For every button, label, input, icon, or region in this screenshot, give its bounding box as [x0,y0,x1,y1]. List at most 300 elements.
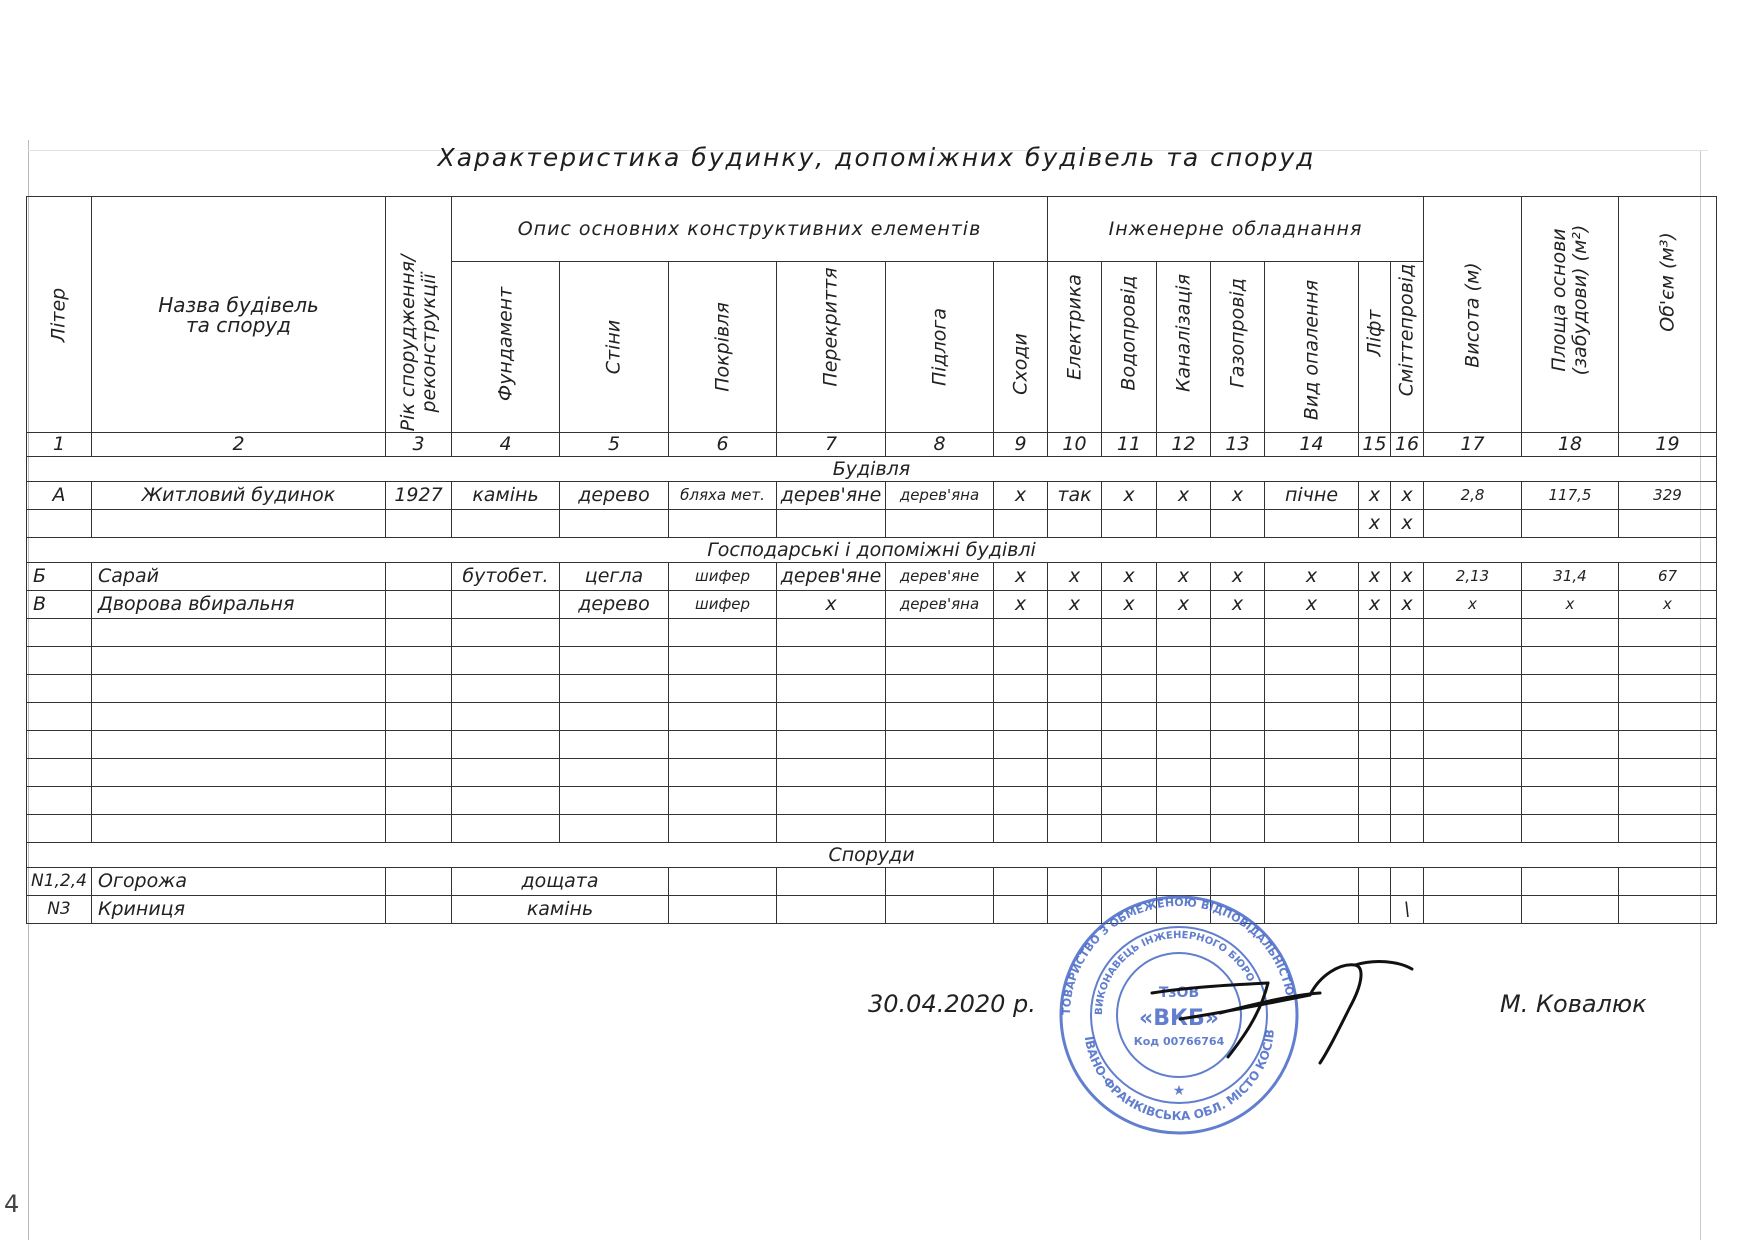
empty-cell [386,647,452,675]
structure-row [27,868,1717,896]
header-volume: Об'єм (м³) [1619,197,1717,433]
empty-cell [1619,868,1717,896]
column-number: 8 [886,433,994,457]
empty-cell [1391,759,1424,787]
empty-cell [1619,815,1717,843]
empty-cell [994,703,1048,731]
empty-cell [1619,647,1717,675]
empty-cell [1102,675,1157,703]
empty-cell [777,868,886,896]
empty-cell [1522,619,1619,647]
empty-cell [452,647,560,675]
empty-cell [1265,815,1359,843]
table-cell: х [1265,591,1359,619]
empty-cell [1522,703,1619,731]
column-number: 7 [777,433,886,457]
table-cell: х [1391,563,1424,591]
header-stairs: Сходи [994,262,1048,433]
empty-cell [452,619,560,647]
empty-cell [994,731,1048,759]
empty-cell [1522,759,1619,787]
stamp-inner-text: ВИКОНАВЕЦЬ ІНЖЕНЕРНОГО БЮРО [1093,929,1256,1016]
empty-cell [27,647,92,675]
empty-cell [669,868,777,896]
empty-cell [1265,675,1359,703]
empty-cell [27,787,92,815]
empty-cell [1359,868,1391,896]
empty-cell [92,731,386,759]
empty-cell [886,619,994,647]
empty-cell [560,787,669,815]
empty-cell [777,675,886,703]
table-cell: дерев'яне [886,563,994,591]
empty-cell [386,868,452,896]
empty-cell [1211,787,1265,815]
empty-cell [27,759,92,787]
empty-cell [1391,815,1424,843]
table-cell: дерево [560,482,669,510]
table-cell: 31,4 [1522,563,1619,591]
table-cell: х [1391,510,1424,538]
empty-cell [994,815,1048,843]
empty-cell [1048,675,1102,703]
empty-cell [777,703,886,731]
table-cell [1157,510,1211,538]
signer-name: М. Ковалюк [1500,990,1647,1018]
empty-cell [1619,675,1717,703]
table-cell: х [1522,591,1619,619]
table-cell: шифер [669,563,777,591]
empty-cell [994,787,1048,815]
table-cell [1424,510,1522,538]
empty-cell [886,647,994,675]
empty-cell [1265,868,1359,896]
structure-row [27,896,1717,924]
empty-cell [1048,619,1102,647]
table-cell: х [1102,482,1157,510]
empty-cell [994,896,1048,924]
stamp-center-top: ТзОВ [1158,985,1200,1001]
structure-rows [27,868,1717,924]
empty-cell [1102,759,1157,787]
edge-mark: 4 [4,1190,20,1218]
empty-cell [1157,675,1211,703]
empty-cell [560,703,669,731]
column-number: 19 [1619,433,1717,457]
empty-cell [1048,703,1102,731]
table-cell: 2,8 [1424,482,1522,510]
empty-cell [386,731,452,759]
characteristics-table [26,196,1717,924]
column-number: 3 [386,433,452,457]
table-cell: дерев'яне [777,563,886,591]
table-cell: х [1048,563,1102,591]
empty-cell [1048,815,1102,843]
table-cell: пічне [1265,482,1359,510]
structure-mark: \ [1391,896,1424,924]
empty-cell [1102,868,1157,896]
header-liter: Літер [27,197,92,433]
header-sewer: Каналізація [1157,262,1211,433]
column-number: 2 [92,433,386,457]
empty-cell [886,759,994,787]
empty-cell [1157,759,1211,787]
table-cell: х [1157,563,1211,591]
empty-cell [1211,703,1265,731]
empty-cell [1359,647,1391,675]
structure-liter: N3 [27,896,92,924]
empty-cell [92,675,386,703]
empty-cell [1211,731,1265,759]
empty-cell [1619,731,1717,759]
header-group-engineering: Інженерне обладнання [1048,197,1424,262]
empty-cell [777,759,886,787]
table-cell: дерев'яна [886,482,994,510]
empty-cell [669,703,777,731]
empty-cell [1391,675,1424,703]
empty-cell [1211,647,1265,675]
empty-cell [1359,896,1391,924]
stamp-star-icon: ★ [1172,1083,1186,1099]
empty-cell [1157,619,1211,647]
table-cell [386,510,452,538]
empty-cell [27,815,92,843]
empty-cell [1211,759,1265,787]
column-number: 15 [1359,433,1391,457]
empty-cell [886,815,994,843]
empty-cell [1522,675,1619,703]
stamp-center-name: «ВКБ» [1139,1006,1219,1031]
empty-cell [886,675,994,703]
column-number: 6 [669,433,777,457]
empty-cell [452,703,560,731]
empty-cell [1359,731,1391,759]
empty-cell [1619,896,1717,924]
empty-cell [994,759,1048,787]
table-cell [1048,510,1102,538]
table-cell: х [1359,591,1391,619]
empty-cell [1424,787,1522,815]
empty-cell [1265,647,1359,675]
table-cell: х [1211,563,1265,591]
empty-row [27,759,1717,787]
column-number: 1 [27,433,92,457]
empty-cell [1522,868,1619,896]
empty-cell [1048,787,1102,815]
header-year: Рік спорудження/ реконструкції [386,197,452,433]
empty-cell [1424,815,1522,843]
empty-cell [560,675,669,703]
empty-row [27,731,1717,759]
empty-cell [27,619,92,647]
header-gas: Газопровід [1211,262,1265,433]
table-cell: х [1391,591,1424,619]
empty-cell [386,675,452,703]
empty-cell [1102,787,1157,815]
table-cell: Сарай [92,563,386,591]
empty-cell [1048,647,1102,675]
empty-cell [1359,759,1391,787]
header-electric: Електрика [1048,262,1102,433]
empty-cell [27,675,92,703]
empty-cell [994,868,1048,896]
table-cell: бутобет. [452,563,560,591]
empty-cell [560,647,669,675]
structure-name: Криниця [92,896,386,924]
empty-cell [27,731,92,759]
empty-cell [1522,896,1619,924]
table-cell: дерев'яна [886,591,994,619]
table-cell: А [27,482,92,510]
empty-cell [1391,619,1424,647]
empty-cell [1359,703,1391,731]
building-rows [27,482,1717,538]
column-number: 18 [1522,433,1619,457]
empty-cell [777,731,886,759]
empty-cell [1211,815,1265,843]
table-cell: х [1391,482,1424,510]
empty-cell [27,703,92,731]
empty-cell [1265,759,1359,787]
table-cell: так [1048,482,1102,510]
table-cell [452,591,560,619]
empty-cell [777,815,886,843]
empty-cell [1102,731,1157,759]
empty-cell [1048,868,1102,896]
empty-cell [92,619,386,647]
empty-cell [1265,703,1359,731]
empty-row [27,647,1717,675]
empty-cell [1522,787,1619,815]
empty-cell [1265,731,1359,759]
empty-cell [1619,619,1717,647]
empty-cell [92,703,386,731]
empty-cell [1157,787,1211,815]
empty-cell [669,731,777,759]
section-building: Будівля [27,457,1717,482]
empty-cell [669,647,777,675]
column-number: 17 [1424,433,1522,457]
table-cell: х [1102,591,1157,619]
table-row [27,591,1717,619]
empty-cell [1102,619,1157,647]
table-cell: Б [27,563,92,591]
empty-cell [92,647,386,675]
structure-material: камінь [452,896,669,924]
table-cell: х [1265,563,1359,591]
empty-cell [1102,815,1157,843]
table-cell: х [1359,482,1391,510]
empty-cell [886,731,994,759]
table-cell: 1927 [386,482,452,510]
empty-cell [886,868,994,896]
empty-cell [560,619,669,647]
empty-cell [560,731,669,759]
table-cell [994,510,1048,538]
stamp-center-code: Код 00766764 [1133,1035,1225,1048]
empty-cell [1157,868,1211,896]
table-cell [560,510,669,538]
table-cell: цегла [560,563,669,591]
empty-cell [560,815,669,843]
stamp-outer-text: ТОВАРИСТВО З ОБМЕЖЕНОЮ ВІДПОВІДАЛЬНІСТЮ [1059,895,1297,1016]
page-title: Характеристика будинку, допоміжних будівель та споруд [437,143,1316,172]
table-cell: 329 [1619,482,1717,510]
table-cell: х [994,482,1048,510]
table-cell: х [994,563,1048,591]
header-garbage: Сміттепровід [1391,262,1424,433]
column-number: 13 [1211,433,1265,457]
empty-cell [452,815,560,843]
empty-cell [1391,731,1424,759]
table-cell: 117,5 [1522,482,1619,510]
empty-cell [1102,703,1157,731]
empty-row [27,703,1717,731]
table-cell [92,510,386,538]
table-cell: х [1157,482,1211,510]
empty-cell [1359,675,1391,703]
empty-cell [452,675,560,703]
empty-cell [994,675,1048,703]
column-number: 10 [1048,433,1102,457]
empty-cell [452,731,560,759]
signature [1150,955,1420,1065]
empty-row [27,815,1717,843]
table-cell: х [1359,510,1391,538]
table-cell [1102,510,1157,538]
table-cell [1211,510,1265,538]
table-cell [452,510,560,538]
empty-cell [777,619,886,647]
empty-row [27,619,1717,647]
empty-cell [777,896,886,924]
header-lift: Ліфт [1359,262,1391,433]
empty-cell [1048,759,1102,787]
header-group-construct: Опис основних конструктивних елементів [452,197,1048,262]
empty-cell [1102,647,1157,675]
empty-cell [1424,647,1522,675]
empty-cell [886,896,994,924]
empty-cell [669,619,777,647]
table-cell: дерев'яне [777,482,886,510]
column-number: 9 [994,433,1048,457]
header-heating: Вид опалення [1265,262,1359,433]
empty-cell [1211,868,1265,896]
empty-cell [1619,703,1717,731]
empty-cell [92,815,386,843]
auxiliary-rows [27,563,1717,619]
section-structures: Споруди [27,843,1717,868]
header-ceiling: Перекриття [777,262,886,433]
table-cell: х [1157,591,1211,619]
table-cell [386,591,452,619]
structure-name: Огорожа [92,868,386,896]
structure-liter: N1,2,4 [27,868,92,896]
empty-cell [777,647,886,675]
empty-cell [669,815,777,843]
table-cell: бляха мет. [669,482,777,510]
table-cell: х [1211,482,1265,510]
document-date: 30.04.2020 р. [868,990,1036,1018]
table-cell: 2,13 [1424,563,1522,591]
table-cell: х [1619,591,1717,619]
table-cell: камінь [452,482,560,510]
empty-cell [886,703,994,731]
empty-cell [92,787,386,815]
table-cell: В [27,591,92,619]
empty-cell [669,787,777,815]
table-cell: дерево [560,591,669,619]
table-cell [1522,510,1619,538]
structure-material: дощата [452,868,669,896]
empty-cell [560,759,669,787]
table-cell [1265,510,1359,538]
header-foundation: Фундамент [452,262,560,433]
header-name: Назва будівель та споруд [92,197,386,433]
empty-cell [386,619,452,647]
empty-cell [1157,647,1211,675]
empty-cell [1359,619,1391,647]
empty-cell [1211,675,1265,703]
empty-cell [92,759,386,787]
empty-cell [1424,619,1522,647]
table-cell: х [1211,591,1265,619]
header-floor: Підлога [886,262,994,433]
table-cell: 67 [1619,563,1717,591]
column-number: 12 [1157,433,1211,457]
header-water: Водопровід [1102,262,1157,433]
empty-cell [1391,787,1424,815]
empty-cell [1265,787,1359,815]
table-cell: х [994,591,1048,619]
empty-row [27,787,1717,815]
table-cell: шифер [669,591,777,619]
empty-cell [886,787,994,815]
column-number: 11 [1102,433,1157,457]
empty-cell [1157,815,1211,843]
stamp-bottom-text: ІВАНО-ФРАНКІВСЬКА ОБЛ. МІСТО КОСІВ [1081,1028,1277,1124]
table-cell [669,510,777,538]
section-auxiliary: Господарські і допоміжні будівлі [27,538,1717,563]
structure-mark [1391,868,1424,896]
empty-cell [1424,675,1522,703]
empty-cell [386,896,452,924]
empty-cell [1359,787,1391,815]
header-roof: Покрівля [669,262,777,433]
table-cell: х [777,591,886,619]
empty-cell [386,815,452,843]
empty-cell [1522,647,1619,675]
empty-row [27,675,1717,703]
empty-cell [669,759,777,787]
table-cell: х [1359,563,1391,591]
table-cell [886,510,994,538]
empty-cell [1619,787,1717,815]
table-cell [777,510,886,538]
empty-cell [1157,703,1211,731]
table-cell: Житловий будинок [92,482,386,510]
empty-cell [1391,703,1424,731]
empty-cell [994,647,1048,675]
table-row [27,482,1717,510]
empty-cell [1048,731,1102,759]
empty-cell [1359,815,1391,843]
empty-cell [1424,896,1522,924]
column-number: 16 [1391,433,1424,457]
empty-cell [386,787,452,815]
table-row [27,510,1717,538]
empty-cell [452,759,560,787]
